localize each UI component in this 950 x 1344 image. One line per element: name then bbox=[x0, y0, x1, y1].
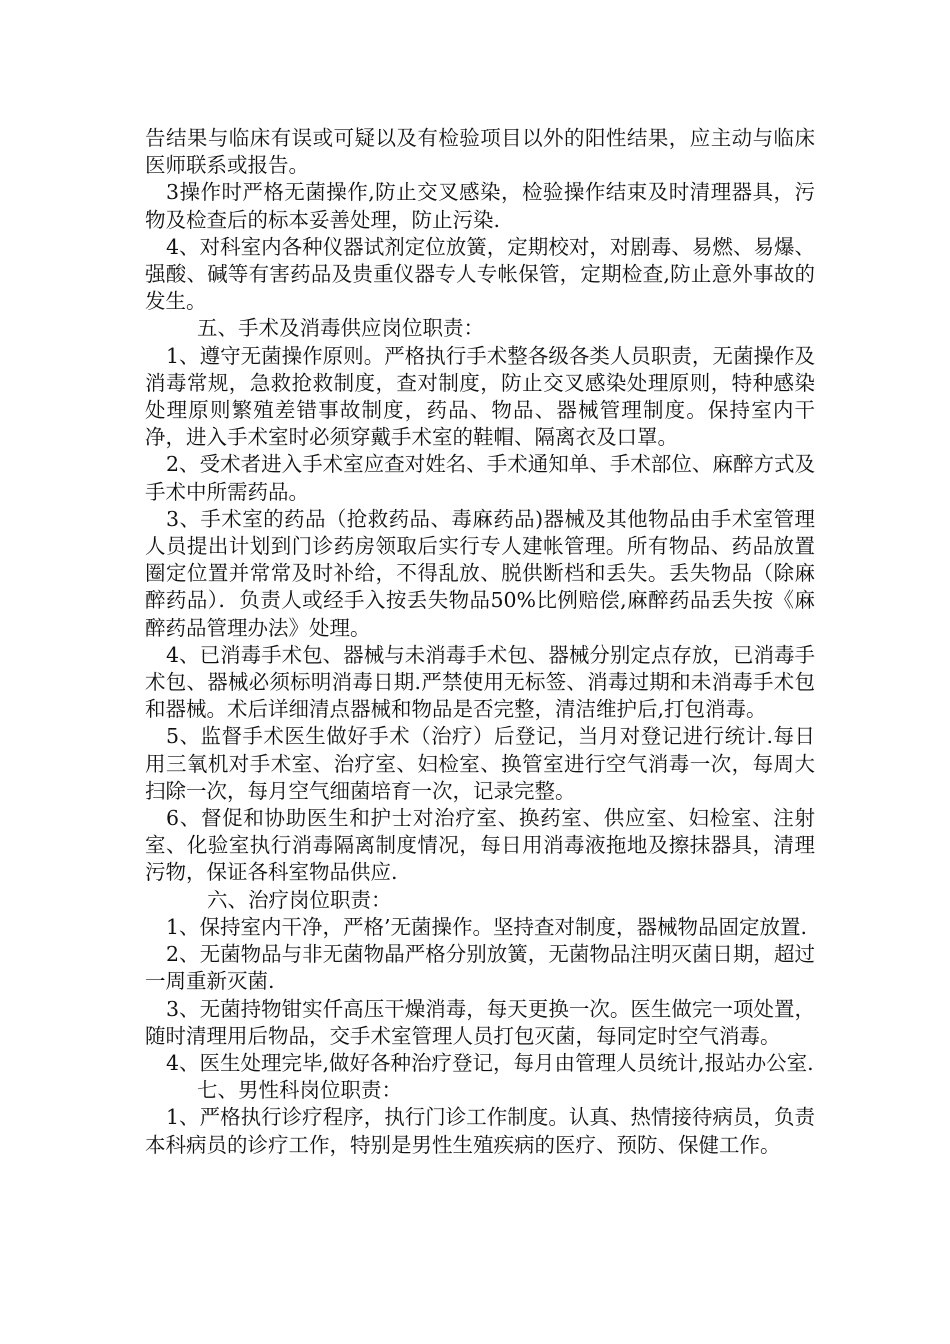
paragraph-surgery-item-5: 5、监督手术医生做好手术（治疗）后登记，当月对登记进行统计.每日用三氧机对手术室、治疗室、妇检室、换管室进行空气消毒一次，每周大扫除一次，每月空气细菌培育一次，记录完整。 bbox=[145, 724, 815, 803]
paragraph-surgery-item-2: 2、受术者进入手术室应查对姓名、手术通知单、手术部位、麻醉方式及手术中所需药品。 bbox=[145, 452, 815, 504]
paragraph-surgery-item-4: 4、已消毒手术包、器械与未消毒手术包、器械分别定点存放，已消毒手术包、器械必须标明消毒日期.严禁使用无标签、消毒过期和未消毒手术包和器械。术后详细清点器械和物品是否完整，清洁维护后,打包消毒。 bbox=[145, 642, 815, 722]
paragraph-surgery-item-3: 3、手术室的药品（抢救药品、毒麻药品)器械及其他物品由手术室管理人员提出计划到门诊药房领取后实行专人建帐管理。所有物品、药品放置圈定位置并常常及时补给，不得乱放、脱供断档和丢失。丢失物品（除麻醉药品）．负责人或经手入按丢失物品50%比例赔偿,麻醉药品丢失按《麻醉药品管理办法》处理。 bbox=[145, 506, 815, 640]
paragraph-aseptic-operation: 3操作时严格无菌操作,防止交叉感染，检验操作结束及时清理器具，污物及检查后的标本妥善处理，防止污染. bbox=[145, 180, 815, 232]
document-body bbox=[145, 125, 815, 1159]
section-heading-treatment: 六、治疗岗位职责： bbox=[207, 887, 392, 912]
paragraph-surgery-item-1: 1、遵守无菌操作原则。严格执行手术整各级各类人员职责，无菌操作及消毒常规，急救抢救制度，查对制度，防止交叉感染处理原则，特种感染处理原则繁殖差错事故制度，药品、物品、器械管理制度。保持室内干净，进入手术室时必须穿戴手术室的鞋帽、隔离衣及口罩。 bbox=[145, 343, 815, 450]
paragraph-treatment-item-1: 1、保持室内干净，严格’无菌操作。坚持查对制度，器械物品固定放置. bbox=[166, 914, 808, 939]
paragraph-andrology-item-1: 1、严格执行诊疗程序，执行门诊工作制度。认真、热情接待病员，负责本科病员的诊疗工作，特别是男性生殖疾病的医疗、预防、保健工作。 bbox=[145, 1105, 815, 1157]
paragraph-report-results: 告结果与临床有误或可疑以及有检验项目以外的阳性结果，应主动与临床医师联系或报告。 bbox=[145, 126, 815, 178]
paragraph-treatment-item-4: 4、医生处理完毕,做好各种治疗登记，每月由管理人员统计,报站办公室. bbox=[166, 1050, 814, 1075]
paragraph-treatment-item-2: 2、无菌物品与非无菌物晶严格分别放簧，无菌物品注明灭菌日期，超过一周重新灭菌. bbox=[145, 942, 815, 994]
paragraph-instrument-storage: 4、对科室内各种仪器试剂定位放簧，定期校对，对剧毒、易燃、易爆、强酸、碱等有害药品及贵重仪器专人专帐保管，定期检查,防止意外事故的发生。 bbox=[145, 234, 815, 314]
paragraph-treatment-item-3: 3、无菌持物钳实仟高压干燥消毒，每天更换一次。医生做完一项处置，随时清理用后物品，交手术室管理人员打包灭菌，每同定时空气消毒。 bbox=[145, 996, 815, 1048]
section-heading-andrology: 七、男性科岗位职责： bbox=[197, 1078, 402, 1103]
section-heading-surgery-disinfection: 五、手术及消毒供应岗位职责： bbox=[197, 316, 484, 341]
paragraph-surgery-item-6: 6、督促和协助医生和护士对治疗室、换药室、供应室、妇检室、注射室、化验室执行消毒隔离制度情况，每日用消毒液拖地及擦抹器具，清理污物，保证各科室物品供应. bbox=[145, 806, 815, 885]
